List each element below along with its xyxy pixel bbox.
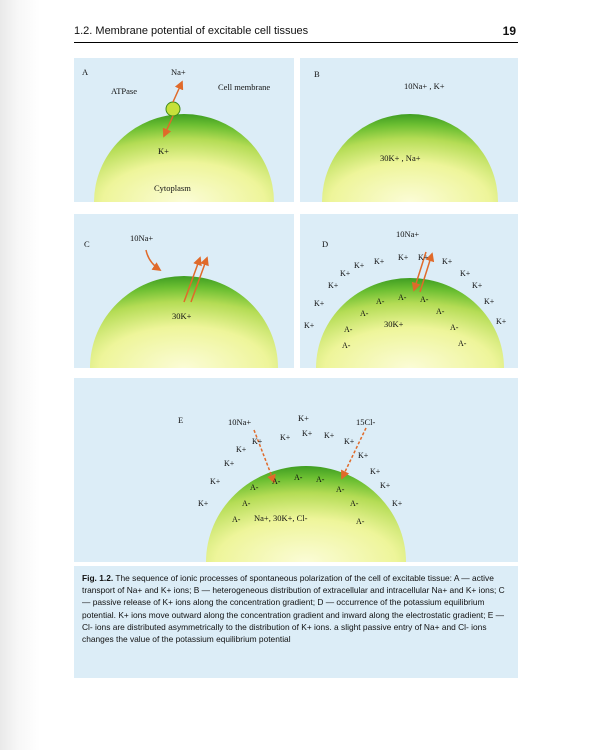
panel-a-cytoplasm-label: Cytoplasm (154, 183, 191, 193)
ion-k: K+ (354, 261, 365, 270)
ion-k: K+ (304, 321, 315, 330)
ion-k: K+ (374, 257, 385, 266)
ion-a: A- (350, 499, 359, 508)
ion-k: K+ (328, 281, 339, 290)
ion-a: A- (342, 341, 351, 350)
cell-dome-d (316, 278, 507, 368)
panel-a-atpase-label: ATPase (111, 86, 137, 96)
ion-k: K+ (340, 269, 351, 278)
ion-a: A- (232, 515, 241, 524)
ion-k: K+ (460, 269, 471, 278)
panel-b-letter: B (314, 69, 320, 79)
ion-k: K+ (280, 433, 291, 442)
ion-a: A- (294, 473, 303, 482)
panel-d-letter: D (322, 239, 329, 249)
panel-d (300, 214, 518, 368)
panel-c-letter: C (84, 239, 90, 249)
ion-k: K+ (418, 253, 429, 262)
ion-a: A- (272, 477, 281, 486)
ion-a: A- (376, 297, 385, 306)
page-number: 19 (502, 24, 516, 38)
panel-e-letter: E (178, 415, 184, 425)
panel-d-k-label: 30K+ (384, 319, 404, 329)
ion-k: K+ (210, 477, 221, 486)
panel-d-na-label: 10Na+ (396, 229, 420, 239)
ion-k: K+ (344, 437, 355, 446)
panel-b (300, 58, 518, 202)
cell-dome-c (90, 276, 278, 368)
na-passive-arrow (146, 250, 160, 270)
panel-c-na-label: 10Na+ (130, 233, 154, 243)
ion-a: A- (420, 295, 429, 304)
panel-e-inside-label: Na+, 30K+, Cl- (254, 513, 308, 523)
ion-a: A- (344, 325, 353, 334)
ion-a: A- (250, 483, 259, 492)
ion-k: K+ (302, 429, 313, 438)
ion-a: A- (242, 499, 251, 508)
ion-k: K+ (236, 445, 247, 454)
ion-a: A- (356, 517, 365, 526)
caption-text: The sequence of ionic processes of spontaneous polarization of the cell of excitable tissue: A — active transport of Na+ and K+ ions; B — heterogeneous distribution of extracellular and intracellular Na+ and K+ ions; C — passive release of K+ ions along the concentration gradient; D — occurrence of the potassium equilibrium potential. K+ ions move outward along the concentration gradient and inward along the electrostatic gradient; E — Cl- ions are distributed asymmetrically to the distribution of K+ ions. a slight passive entry of Na+ and Cl- ions changes the value of the potassium equilibrium potential (82, 573, 505, 645)
na-out-arrow (173, 82, 182, 102)
panel-e-k-label: K+ (298, 413, 309, 423)
ion-k: K+ (496, 317, 507, 326)
ion-k: K+ (442, 257, 453, 266)
panel-c-diagram (74, 214, 294, 368)
ion-k: K+ (472, 281, 483, 290)
section-title: 1.2. Membrane potential of excitable cell tissues (74, 25, 309, 37)
ion-k: K+ (398, 253, 409, 262)
ion-k: K+ (252, 437, 263, 446)
panel-e-na-label: 10Na+ (228, 417, 252, 427)
panel-a-k-label: K+ (158, 146, 169, 156)
figure-caption (74, 566, 518, 678)
ion-k: K+ (358, 451, 369, 460)
panel-e-diagram (74, 378, 518, 562)
atpase-pump (166, 102, 180, 116)
panel-b-diagram (300, 58, 518, 202)
ion-k: K+ (380, 481, 391, 490)
panel-c-k-label: 30K+ (172, 311, 192, 321)
ion-a: A- (450, 323, 459, 332)
panel-b-outside-label: 10Na+ , K+ (404, 81, 445, 91)
ion-k: K+ (370, 467, 381, 476)
ion-a: A- (360, 309, 369, 318)
figure-label: Fig. 1.2. (82, 573, 114, 583)
ion-a: A- (336, 485, 345, 494)
ion-k: K+ (314, 299, 325, 308)
panel-a-na-label: Na+ (171, 67, 186, 77)
ion-k: K+ (198, 499, 209, 508)
ion-a: A- (458, 339, 467, 348)
ion-a: A- (436, 307, 445, 316)
panel-a (74, 58, 294, 202)
ion-a: A- (398, 293, 407, 302)
ion-a: A- (316, 475, 325, 484)
panel-c (74, 214, 294, 368)
panel-a-letter: A (82, 67, 89, 77)
ion-k: K+ (484, 297, 495, 306)
panel-e-cl-label: 15Cl- (356, 417, 376, 427)
ion-k: K+ (324, 431, 335, 440)
running-header (74, 22, 518, 43)
ion-k: K+ (392, 499, 403, 508)
ion-k: K+ (224, 459, 235, 468)
panel-a-membrane-label: Cell membrane (218, 82, 271, 92)
panel-b-inside-label: 30K+ , Na+ (380, 153, 421, 163)
panel-e (74, 378, 518, 562)
panel-a-diagram (74, 58, 294, 202)
